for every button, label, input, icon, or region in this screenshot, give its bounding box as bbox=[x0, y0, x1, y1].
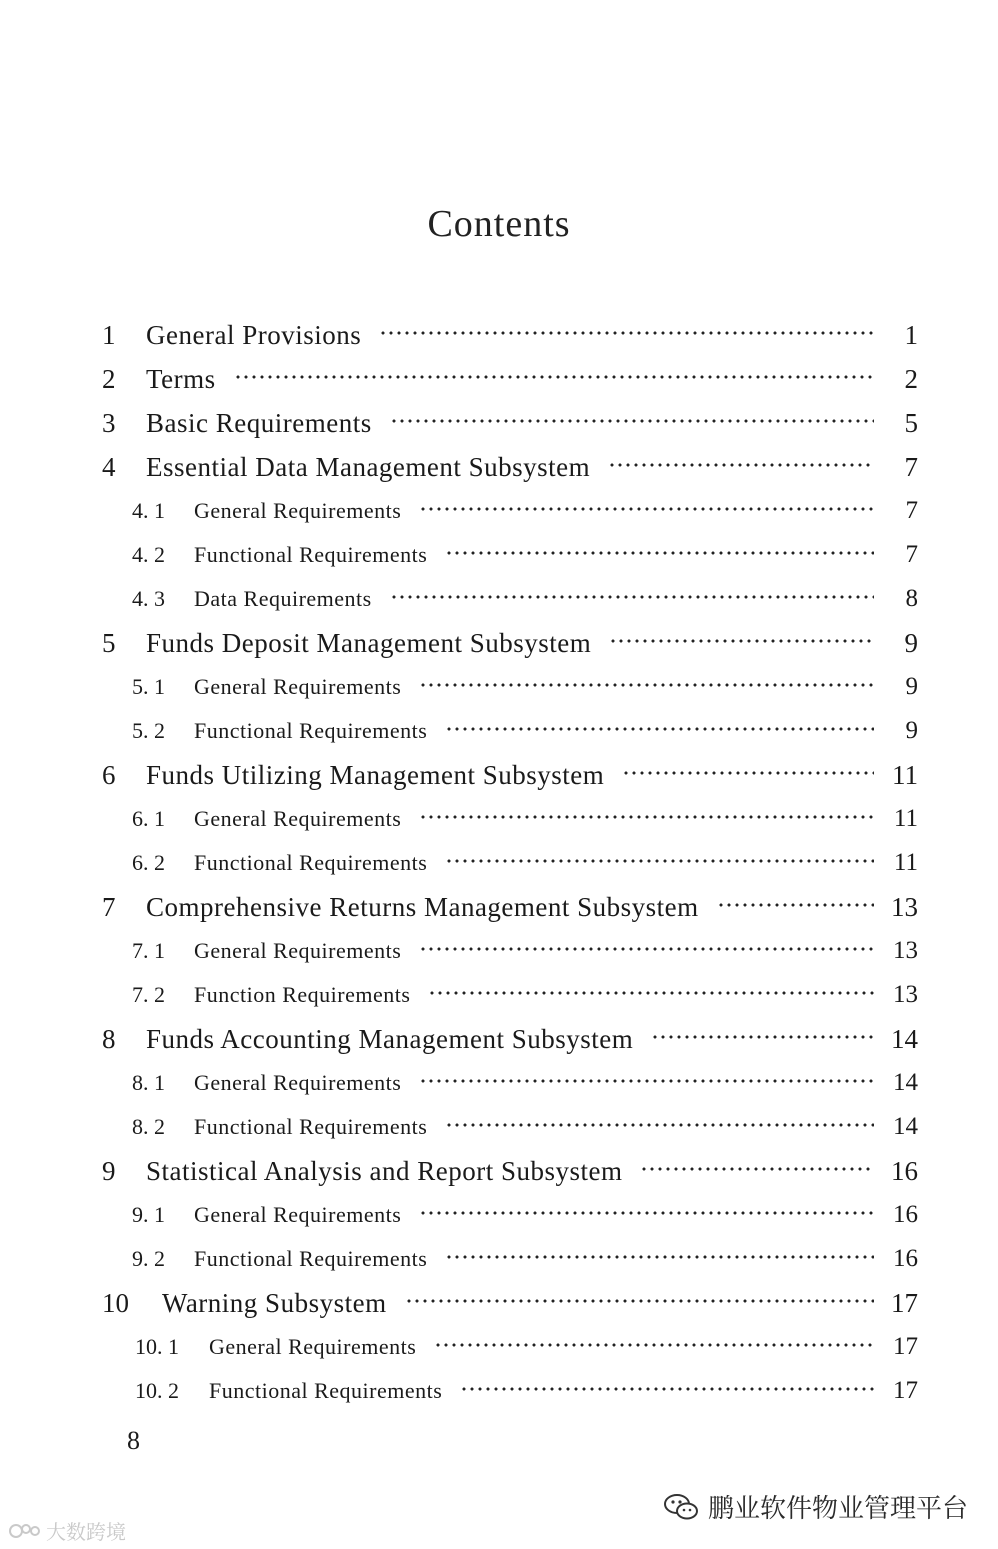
toc-entry-number: 4. 1 bbox=[132, 498, 165, 523]
toc-entry-page: 9 bbox=[905, 717, 918, 744]
page-title: Contents bbox=[427, 203, 571, 245]
dot-leader bbox=[445, 550, 874, 556]
toc-subentry[interactable] bbox=[0, 489, 998, 533]
dot-leader bbox=[717, 902, 874, 908]
toc-entry-number: 8. 2 bbox=[132, 1114, 165, 1139]
wechat-icon bbox=[662, 1491, 700, 1523]
toc-entry-page: 7 bbox=[905, 497, 918, 524]
toc-entry-title: Functional Requirements bbox=[194, 1114, 428, 1139]
toc-entry-page: 7 bbox=[905, 541, 918, 568]
page-number: 8 bbox=[127, 1426, 140, 1455]
toc-entry-page: 16 bbox=[893, 1201, 918, 1228]
toc-entry-title: Functional Requirements bbox=[209, 1378, 443, 1403]
dot-leader bbox=[379, 330, 874, 336]
toc-entry-page: 9 bbox=[904, 627, 918, 658]
toc-entry-number: 7. 1 bbox=[132, 938, 165, 963]
toc-entry[interactable] bbox=[0, 1017, 998, 1061]
toc-entry-page: 5 bbox=[904, 407, 918, 438]
toc-entry[interactable] bbox=[0, 753, 998, 797]
dot-leader bbox=[419, 1210, 874, 1216]
dot-leader bbox=[419, 506, 874, 512]
toc-subentry[interactable] bbox=[0, 665, 998, 709]
dot-leader bbox=[445, 726, 874, 732]
toc-entry-number: 6 bbox=[102, 759, 116, 790]
toc-entry-page: 11 bbox=[892, 759, 918, 790]
toc-entry-number: 6. 2 bbox=[132, 850, 165, 875]
toc-subentry[interactable] bbox=[0, 1105, 998, 1149]
toc-subentry[interactable] bbox=[0, 841, 998, 885]
dot-leader bbox=[419, 1078, 874, 1084]
dot-leader bbox=[234, 374, 874, 380]
toc-entry-number: 4. 3 bbox=[132, 586, 165, 611]
toc-subentry[interactable] bbox=[0, 973, 998, 1017]
toc-entry-page: 9 bbox=[905, 673, 918, 700]
dot-leader bbox=[640, 1166, 874, 1172]
dot-leader bbox=[405, 1298, 874, 1304]
toc-entry-page: 17 bbox=[893, 1333, 918, 1360]
toc-entry-number: 4. 2 bbox=[132, 542, 165, 567]
toc-entry-number: 3 bbox=[102, 407, 116, 438]
toc-subentry[interactable] bbox=[0, 709, 998, 753]
toc-entry-page: 16 bbox=[891, 1155, 918, 1186]
toc-entry-title: Functional Requirements bbox=[194, 718, 428, 743]
dot-leader bbox=[651, 1034, 874, 1040]
toc-entry-page: 17 bbox=[891, 1287, 918, 1318]
dot-leader bbox=[445, 1254, 874, 1260]
toc-entry-page: 11 bbox=[893, 805, 918, 832]
toc-entry-title: General Requirements bbox=[194, 498, 402, 523]
toc-entry-title: General Requirements bbox=[194, 1070, 402, 1095]
toc-subentry[interactable] bbox=[0, 797, 998, 841]
toc-entry-number: 10. 1 bbox=[135, 1334, 179, 1359]
toc-subentry[interactable] bbox=[0, 1369, 998, 1413]
toc-entry-title: General Requirements bbox=[194, 938, 402, 963]
toc-entry[interactable] bbox=[0, 885, 998, 929]
toc-entry-title: Function Requirements bbox=[194, 982, 411, 1007]
toc-entry-title: Funds Deposit Management Subsystem bbox=[146, 627, 592, 658]
toc-entry-number: 5. 2 bbox=[132, 718, 165, 743]
toc-entry-number: 7. 2 bbox=[132, 982, 165, 1007]
dot-leader bbox=[460, 1386, 874, 1392]
toc-entry-title: General Requirements bbox=[194, 1202, 402, 1227]
toc-entry[interactable] bbox=[0, 313, 998, 357]
toc-entry-number: 1 bbox=[102, 319, 116, 350]
toc-subentry[interactable] bbox=[0, 929, 998, 973]
dot-leader bbox=[390, 594, 874, 600]
brand-logo-icon bbox=[8, 1520, 42, 1542]
toc-entry-title: Statistical Analysis and Report Subsystem bbox=[146, 1155, 623, 1186]
toc-entry-title: Functional Requirements bbox=[194, 1246, 428, 1271]
toc-entry-number: 8. 1 bbox=[132, 1070, 165, 1095]
toc-entry-number: 2 bbox=[102, 363, 116, 394]
toc-subentry[interactable] bbox=[0, 577, 998, 621]
toc-subentry[interactable] bbox=[0, 1325, 998, 1369]
toc-entry-number: 9. 1 bbox=[132, 1202, 165, 1227]
toc-entry-title: Essential Data Management Subsystem bbox=[146, 451, 591, 482]
watermark-right bbox=[662, 1488, 968, 1525]
watermark-right-text: 鹏业软件物业管理平台 bbox=[707, 1494, 968, 1524]
toc-entry-number: 5 bbox=[102, 627, 116, 658]
toc-entry-number: 8 bbox=[102, 1023, 116, 1054]
toc-subentry[interactable] bbox=[0, 533, 998, 577]
toc-entry-page: 14 bbox=[893, 1113, 918, 1140]
toc-entry-page: 7 bbox=[904, 451, 918, 482]
dot-leader bbox=[622, 770, 874, 776]
dot-leader bbox=[445, 858, 874, 864]
toc-entry[interactable] bbox=[0, 445, 998, 489]
dot-leader bbox=[419, 682, 874, 688]
watermark-left bbox=[8, 1516, 126, 1545]
toc-subentry[interactable] bbox=[0, 1237, 998, 1281]
toc-entry-page: 14 bbox=[891, 1023, 918, 1054]
toc-entry-number: 4 bbox=[102, 451, 116, 482]
dot-leader bbox=[445, 1122, 874, 1128]
toc-entry-title: General Requirements bbox=[209, 1334, 417, 1359]
toc-entry-number: 9 bbox=[102, 1155, 116, 1186]
toc-entry-title: Basic Requirements bbox=[146, 407, 372, 438]
toc-entry-title: Funds Accounting Management Subsystem bbox=[146, 1023, 634, 1054]
toc-entry-page: 11 bbox=[893, 849, 918, 876]
toc-entry-title: General Requirements bbox=[194, 806, 402, 831]
toc-entry-title: Funds Utilizing Management Subsystem bbox=[146, 759, 605, 790]
toc-entry-title: Functional Requirements bbox=[194, 850, 428, 875]
toc-entry-page: 14 bbox=[893, 1069, 918, 1096]
toc-entry[interactable] bbox=[0, 357, 998, 401]
toc-entry-page: 16 bbox=[893, 1245, 918, 1272]
toc-entry-page: 8 bbox=[905, 585, 918, 612]
dot-leader bbox=[419, 946, 874, 952]
toc-entry-title: General Provisions bbox=[146, 319, 362, 350]
toc-entry-title: General Requirements bbox=[194, 674, 402, 699]
toc-entry-page: 13 bbox=[893, 937, 918, 964]
toc-entry[interactable] bbox=[0, 621, 998, 665]
toc-entry[interactable] bbox=[0, 401, 998, 445]
toc-entry-title: Functional Requirements bbox=[194, 542, 428, 567]
dot-leader bbox=[390, 418, 874, 424]
toc-entry-page: 17 bbox=[893, 1377, 918, 1404]
toc-entry-title: Data Requirements bbox=[194, 586, 372, 611]
dot-leader bbox=[419, 814, 874, 820]
toc-entry-number: 7 bbox=[102, 891, 116, 922]
toc-entry-page: 13 bbox=[893, 981, 918, 1008]
toc-entry-number: 5. 1 bbox=[132, 674, 165, 699]
dot-leader bbox=[609, 638, 874, 644]
dot-leader bbox=[434, 1342, 874, 1348]
toc-subentry[interactable] bbox=[0, 1061, 998, 1105]
toc-subentry[interactable] bbox=[0, 1193, 998, 1237]
toc-entry-page: 2 bbox=[904, 363, 918, 394]
dot-leader bbox=[428, 990, 874, 996]
toc-entry-title: Warning Subsystem bbox=[162, 1287, 387, 1318]
toc-entry-number: 9. 2 bbox=[132, 1246, 165, 1271]
toc-entry-page: 1 bbox=[904, 319, 918, 350]
toc-entry-title: Terms bbox=[146, 363, 216, 394]
toc-entry-number: 10 bbox=[102, 1287, 129, 1318]
toc-entry[interactable] bbox=[0, 1281, 998, 1325]
toc-entry-title: Comprehensive Returns Management Subsystem bbox=[146, 891, 699, 922]
dot-leader bbox=[608, 462, 874, 468]
toc-entry[interactable] bbox=[0, 1149, 998, 1193]
toc-entry-page: 13 bbox=[891, 891, 918, 922]
toc-entry-number: 10. 2 bbox=[135, 1378, 179, 1403]
toc-entry-number: 6. 1 bbox=[132, 806, 165, 831]
watermark-left-text: 大数跨境 bbox=[46, 1520, 126, 1544]
